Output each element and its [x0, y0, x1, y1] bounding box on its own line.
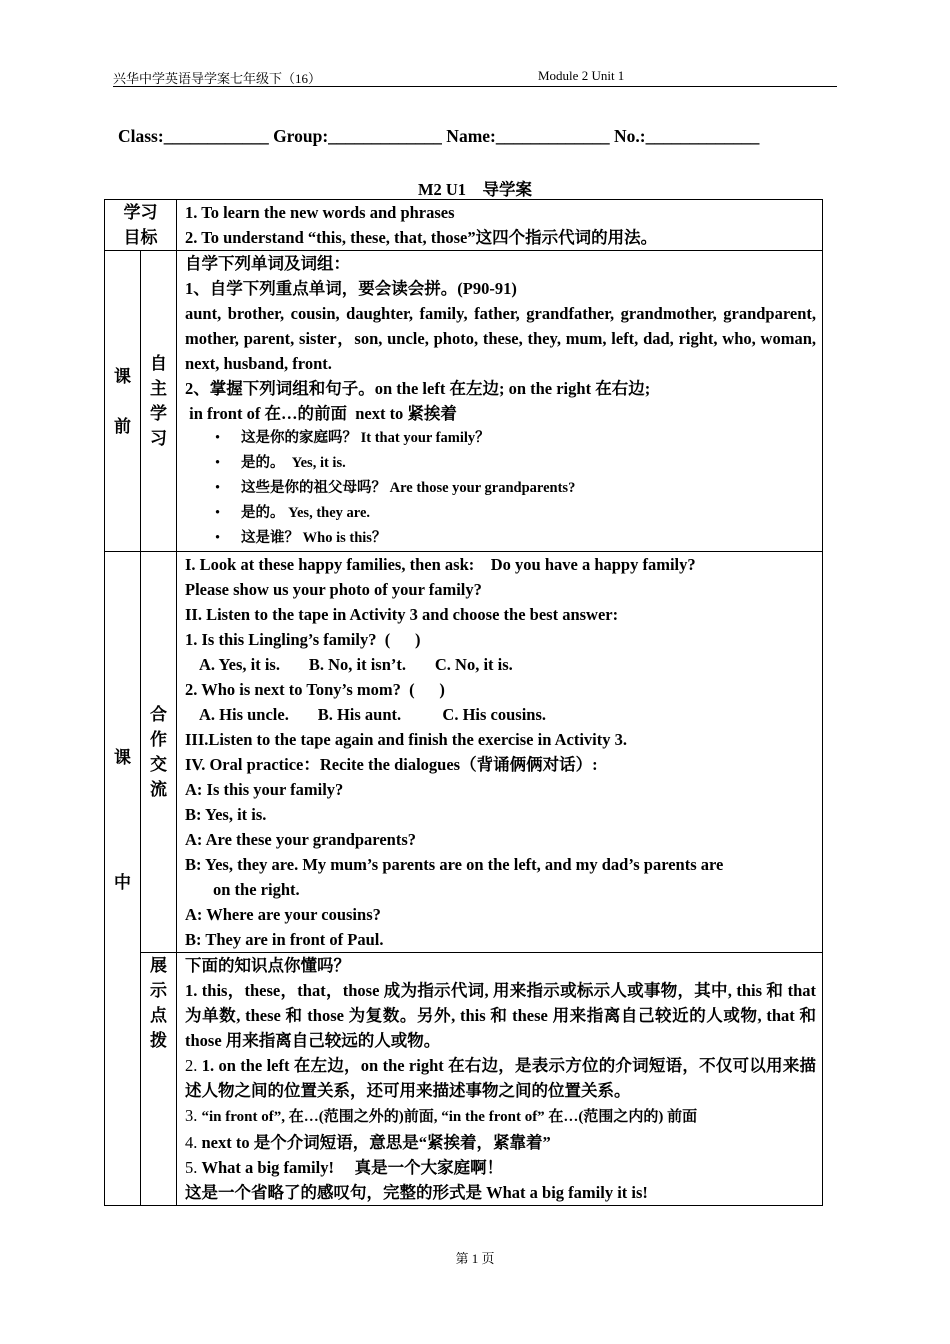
- presentation-label: 展 示 点 拨: [141, 953, 177, 1206]
- before-class-label: 课 前: [105, 251, 141, 552]
- dialogue-line: on the right.: [213, 880, 300, 899]
- knowledge-point: 3. “in front of”, 在…(范围之外的)前面, “in the front of” 在…(范围之内的) 前面: [185, 1106, 698, 1125]
- activity-line: III.Listen to the tape again and finish the exercise in Activity 3.: [185, 730, 627, 749]
- self-study-content: [177, 251, 823, 552]
- dialogue-line: B: Yes, they are. My mum’s parents are on the left, and my dad’s parents are: [185, 855, 724, 874]
- cooperation-label: 合 作 交 流: [141, 552, 177, 953]
- dialogue-line: B: They are in front of Paul.: [185, 930, 384, 949]
- answer-options: A. His uncle. B. His aunt. C. His cousins.: [199, 705, 547, 724]
- objective-item: 2. To understand “this, these, that, those”这四个指示代词的用法。: [185, 228, 658, 247]
- sentence-item: • 这是谁？ Who is this？: [185, 526, 816, 551]
- knowledge-point: 5. What a big family! 真是一个大家庭啊！: [185, 1158, 504, 1177]
- question-line: 2. Who is next to Tony’s mom? ( ): [185, 680, 445, 699]
- guide-table: [104, 199, 823, 1206]
- sentence-item: • 这些是你的祖父母吗？ Are those your grandparents?: [185, 476, 816, 501]
- activity-line: I. Look at these happy families, then ask: Do you have a happy family?: [185, 555, 696, 574]
- answer-options: A. Yes, it is. B. No, it isn’t. C. No, it is.: [199, 655, 513, 674]
- student-info-line: Class:____________ Group:_____________ Name:_____________ No.:_____________: [118, 126, 760, 146]
- dialogue-line: B: Yes, it is.: [185, 805, 267, 824]
- dialogue-line: A: Where are your cousins?: [185, 905, 381, 924]
- document-title: M2 U1 导学案: [417, 180, 533, 199]
- school-title: 兴华中学英语导学案七年级下（16）: [113, 71, 322, 86]
- sentence-item: • 这是你的家庭吗？ It that your family？: [185, 426, 816, 451]
- phrases-line: in front of 在…的前面 next to 紧挨着: [185, 404, 457, 423]
- knowledge-point: 2. 1. on the left 在左边，on the right 在右边，是表示方位的介词短语，不仅可以用来描述人物之间的位置关系，还可用来描述事物之间的位置关系。: [185, 1056, 816, 1100]
- self-study-intro: 自学下列单词及词组：: [185, 254, 350, 273]
- phrases-heading: 2、掌握下列词组和句子。on the left 在左边; on the right 在右边;: [185, 379, 651, 398]
- objective-item: 1. To learn the new words and phrases: [185, 203, 455, 222]
- dialogue-line: A: Are these your grandparents?: [185, 830, 416, 849]
- knowledge-question: 下面的知识点你懂吗？: [185, 956, 350, 975]
- knowledge-content: [177, 953, 823, 1206]
- knowledge-point: 4. next to 是个介词短语，意思是“紧挨着，紧靠着”: [185, 1133, 551, 1152]
- objectives-content: [177, 200, 823, 251]
- in-class-label: 课 中: [105, 552, 141, 1206]
- knowledge-point: 这是一个省略了的感叹句，完整的形式是 What a big family it is!: [185, 1183, 648, 1202]
- sentence-item: • 是的。 Yes, it is.: [185, 451, 816, 476]
- cooperation-content: [177, 552, 823, 953]
- dialogue-line: A: Is this your family?: [185, 780, 344, 799]
- module-unit: Module 2 Unit 1: [538, 68, 625, 83]
- objectives-label: 学习 目标: [105, 200, 177, 251]
- key-words-list: aunt, brother, cousin, daughter, family, father, grandfather, grandmother, grandparent, mother, parent, sister，son, uncle, photo, these, they, mum, left, dad, right, who, woman, next, husband, front.: [185, 304, 816, 373]
- sentence-item: • 是的。 Yes, they are.: [185, 501, 816, 526]
- knowledge-point: 1. this，these，that，those 成为指示代词, 用来指示或标示人或事物，其中, this 和 that 为单数, these 和 those 为复数。另外, this 和 these 用来指离自己较近的人或物, that 和 those 用来指离自己较远的人或物。: [185, 981, 816, 1050]
- page-footer: 第 1 页: [455, 1251, 495, 1266]
- activity-line: IV. Oral practice：Recite the dialogues（背诵俩俩对话）:: [185, 755, 598, 774]
- page-header: [113, 64, 837, 87]
- question-line: 1. Is this Lingling’s family? ( ): [185, 630, 421, 649]
- key-words-heading: 1、自学下列重点单词，要会读会拼。(P90-91): [185, 279, 517, 298]
- activity-line: II. Listen to the tape in Activity 3 and choose the best answer:: [185, 605, 619, 624]
- activity-line: Please show us your photo of your family?: [185, 580, 482, 599]
- self-study-label: 自 主 学 习: [141, 251, 177, 552]
